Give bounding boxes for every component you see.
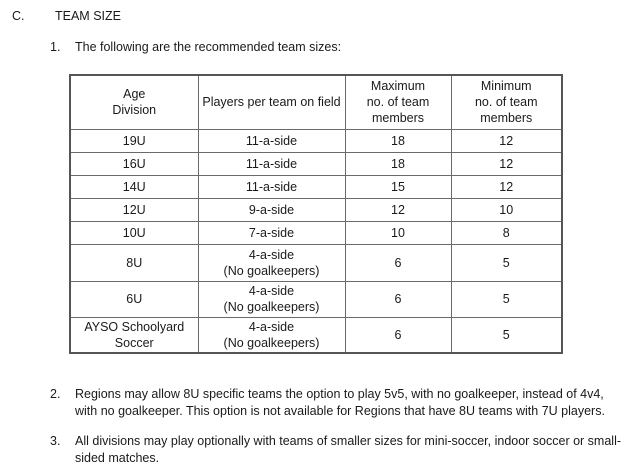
header-age-division bbox=[70, 75, 198, 129]
cell-players-on-field bbox=[198, 244, 345, 281]
cell-players-on-field bbox=[198, 198, 345, 221]
header-line: no. of team bbox=[366, 95, 430, 110]
cell-line: 18 bbox=[391, 156, 405, 171]
cell-line: 18 bbox=[391, 133, 405, 148]
cell-age-division bbox=[70, 221, 198, 244]
cell-line: 9-a-side bbox=[248, 202, 295, 217]
cell-players-on-field bbox=[198, 129, 345, 152]
header-line: Minimum bbox=[480, 79, 532, 94]
cell-minimum-members bbox=[451, 221, 562, 244]
cell-line: 15 bbox=[391, 179, 405, 194]
cell-players-on-field bbox=[198, 152, 345, 175]
cell-line: 12 bbox=[499, 133, 514, 148]
list-item-number: 1. bbox=[50, 40, 61, 54]
header-line: Players per team on field bbox=[202, 95, 341, 110]
cell-maximum-members bbox=[345, 281, 451, 317]
cell-line: 16U bbox=[122, 156, 146, 171]
cell-line: 6 bbox=[394, 292, 402, 306]
table-row bbox=[70, 129, 562, 152]
list-item-3 bbox=[50, 433, 625, 467]
cell-maximum-members bbox=[345, 244, 451, 281]
cell-line: (No goalkeepers) bbox=[223, 263, 320, 278]
list-item-text: The following are the recommended team sizes: bbox=[75, 40, 342, 54]
cell-line: (No goalkeepers) bbox=[223, 335, 320, 350]
cell-maximum-members bbox=[345, 175, 451, 198]
cell-age-division bbox=[70, 198, 198, 221]
cell-maximum-members bbox=[345, 317, 451, 353]
cell-age-division bbox=[70, 317, 198, 353]
table-row bbox=[70, 175, 562, 198]
cell-line: 7-a-side bbox=[248, 225, 295, 240]
cell-line: 6 bbox=[394, 327, 402, 342]
cell-line: AYSO Schoolyard bbox=[84, 319, 185, 334]
list-item-text: Regions may allow 8U specific teams the option to play 5v5, with no goalkeeper, instead of 4v4, with no goalkeeper. This option is not available for Regions that have 8U teams with 7U players. bbox=[75, 387, 605, 418]
cell-line: 12 bbox=[499, 179, 514, 194]
cell-line: 4-a-side bbox=[248, 319, 295, 334]
cell-age-division bbox=[70, 175, 198, 198]
cell-line: Soccer bbox=[114, 335, 154, 350]
cell-line: 6U bbox=[126, 292, 143, 306]
list-item-number: 3. bbox=[50, 434, 61, 448]
cell-line: 10 bbox=[391, 225, 405, 240]
section-letter: C. bbox=[12, 9, 25, 23]
header-minimum-members bbox=[451, 75, 562, 129]
cell-age-division bbox=[70, 281, 198, 317]
list-item-2 bbox=[50, 386, 625, 420]
cell-line: 19U bbox=[122, 133, 146, 148]
cell-line: 8 bbox=[502, 225, 510, 240]
cell-maximum-members bbox=[345, 221, 451, 244]
team-size-table bbox=[69, 74, 563, 354]
cell-age-division bbox=[70, 152, 198, 175]
table-row bbox=[70, 221, 562, 244]
table-row bbox=[70, 152, 562, 175]
cell-line: 6 bbox=[394, 255, 402, 270]
cell-maximum-members bbox=[345, 152, 451, 175]
cell-line: 11-a-side bbox=[245, 156, 298, 171]
cell-line: 10 bbox=[499, 202, 514, 217]
cell-line: (No goalkeepers) bbox=[223, 300, 320, 314]
cell-maximum-members bbox=[345, 198, 451, 221]
header-line: Age bbox=[123, 87, 146, 102]
cell-maximum-members bbox=[345, 129, 451, 152]
cell-minimum-members bbox=[451, 317, 562, 353]
table-header bbox=[70, 75, 562, 129]
cell-players-on-field bbox=[198, 175, 345, 198]
list-item-number: 2. bbox=[50, 387, 61, 401]
cell-line: 11-a-side bbox=[245, 179, 298, 194]
table-row bbox=[70, 281, 562, 317]
cell-line: 12U bbox=[122, 202, 146, 217]
cell-line: 10U bbox=[122, 225, 146, 240]
cell-age-division bbox=[70, 129, 198, 152]
cell-line: 5 bbox=[502, 292, 510, 306]
cell-line: 8U bbox=[126, 255, 143, 270]
cell-line: 12 bbox=[391, 202, 405, 217]
cell-minimum-members bbox=[451, 198, 562, 221]
cell-minimum-members bbox=[451, 175, 562, 198]
cell-line: 14U bbox=[122, 179, 146, 194]
list-item-text: All divisions may play optionally with teams of smaller sizes for mini-soccer, indoor soccer or small-sided matches. bbox=[75, 434, 622, 465]
section-title: TEAM SIZE bbox=[55, 9, 121, 23]
cell-line: 11-a-side bbox=[245, 133, 298, 148]
cell-line: 4-a-side bbox=[248, 247, 295, 262]
cell-line: 5 bbox=[502, 327, 510, 342]
header-line: no. of team bbox=[474, 95, 538, 110]
table-body bbox=[70, 129, 562, 353]
list-item-1 bbox=[50, 39, 625, 56]
table-row bbox=[70, 244, 562, 281]
header-line: Division bbox=[112, 103, 157, 118]
header-line: members bbox=[480, 111, 533, 126]
cell-minimum-members bbox=[451, 244, 562, 281]
cell-players-on-field bbox=[198, 317, 345, 353]
cell-players-on-field bbox=[198, 281, 345, 317]
cell-age-division bbox=[70, 244, 198, 281]
cell-line: 4-a-side bbox=[248, 284, 295, 298]
header-maximum-members bbox=[345, 75, 451, 129]
table-row bbox=[70, 317, 562, 353]
header-line: members bbox=[371, 111, 425, 126]
cell-line: 12 bbox=[499, 156, 514, 171]
header-players-per-team bbox=[198, 75, 345, 129]
table-row bbox=[70, 198, 562, 221]
cell-minimum-members bbox=[451, 129, 562, 152]
cell-players-on-field bbox=[198, 221, 345, 244]
cell-line: 5 bbox=[502, 255, 510, 270]
header-line: Maximum bbox=[370, 79, 426, 94]
cell-minimum-members bbox=[451, 281, 562, 317]
cell-minimum-members bbox=[451, 152, 562, 175]
